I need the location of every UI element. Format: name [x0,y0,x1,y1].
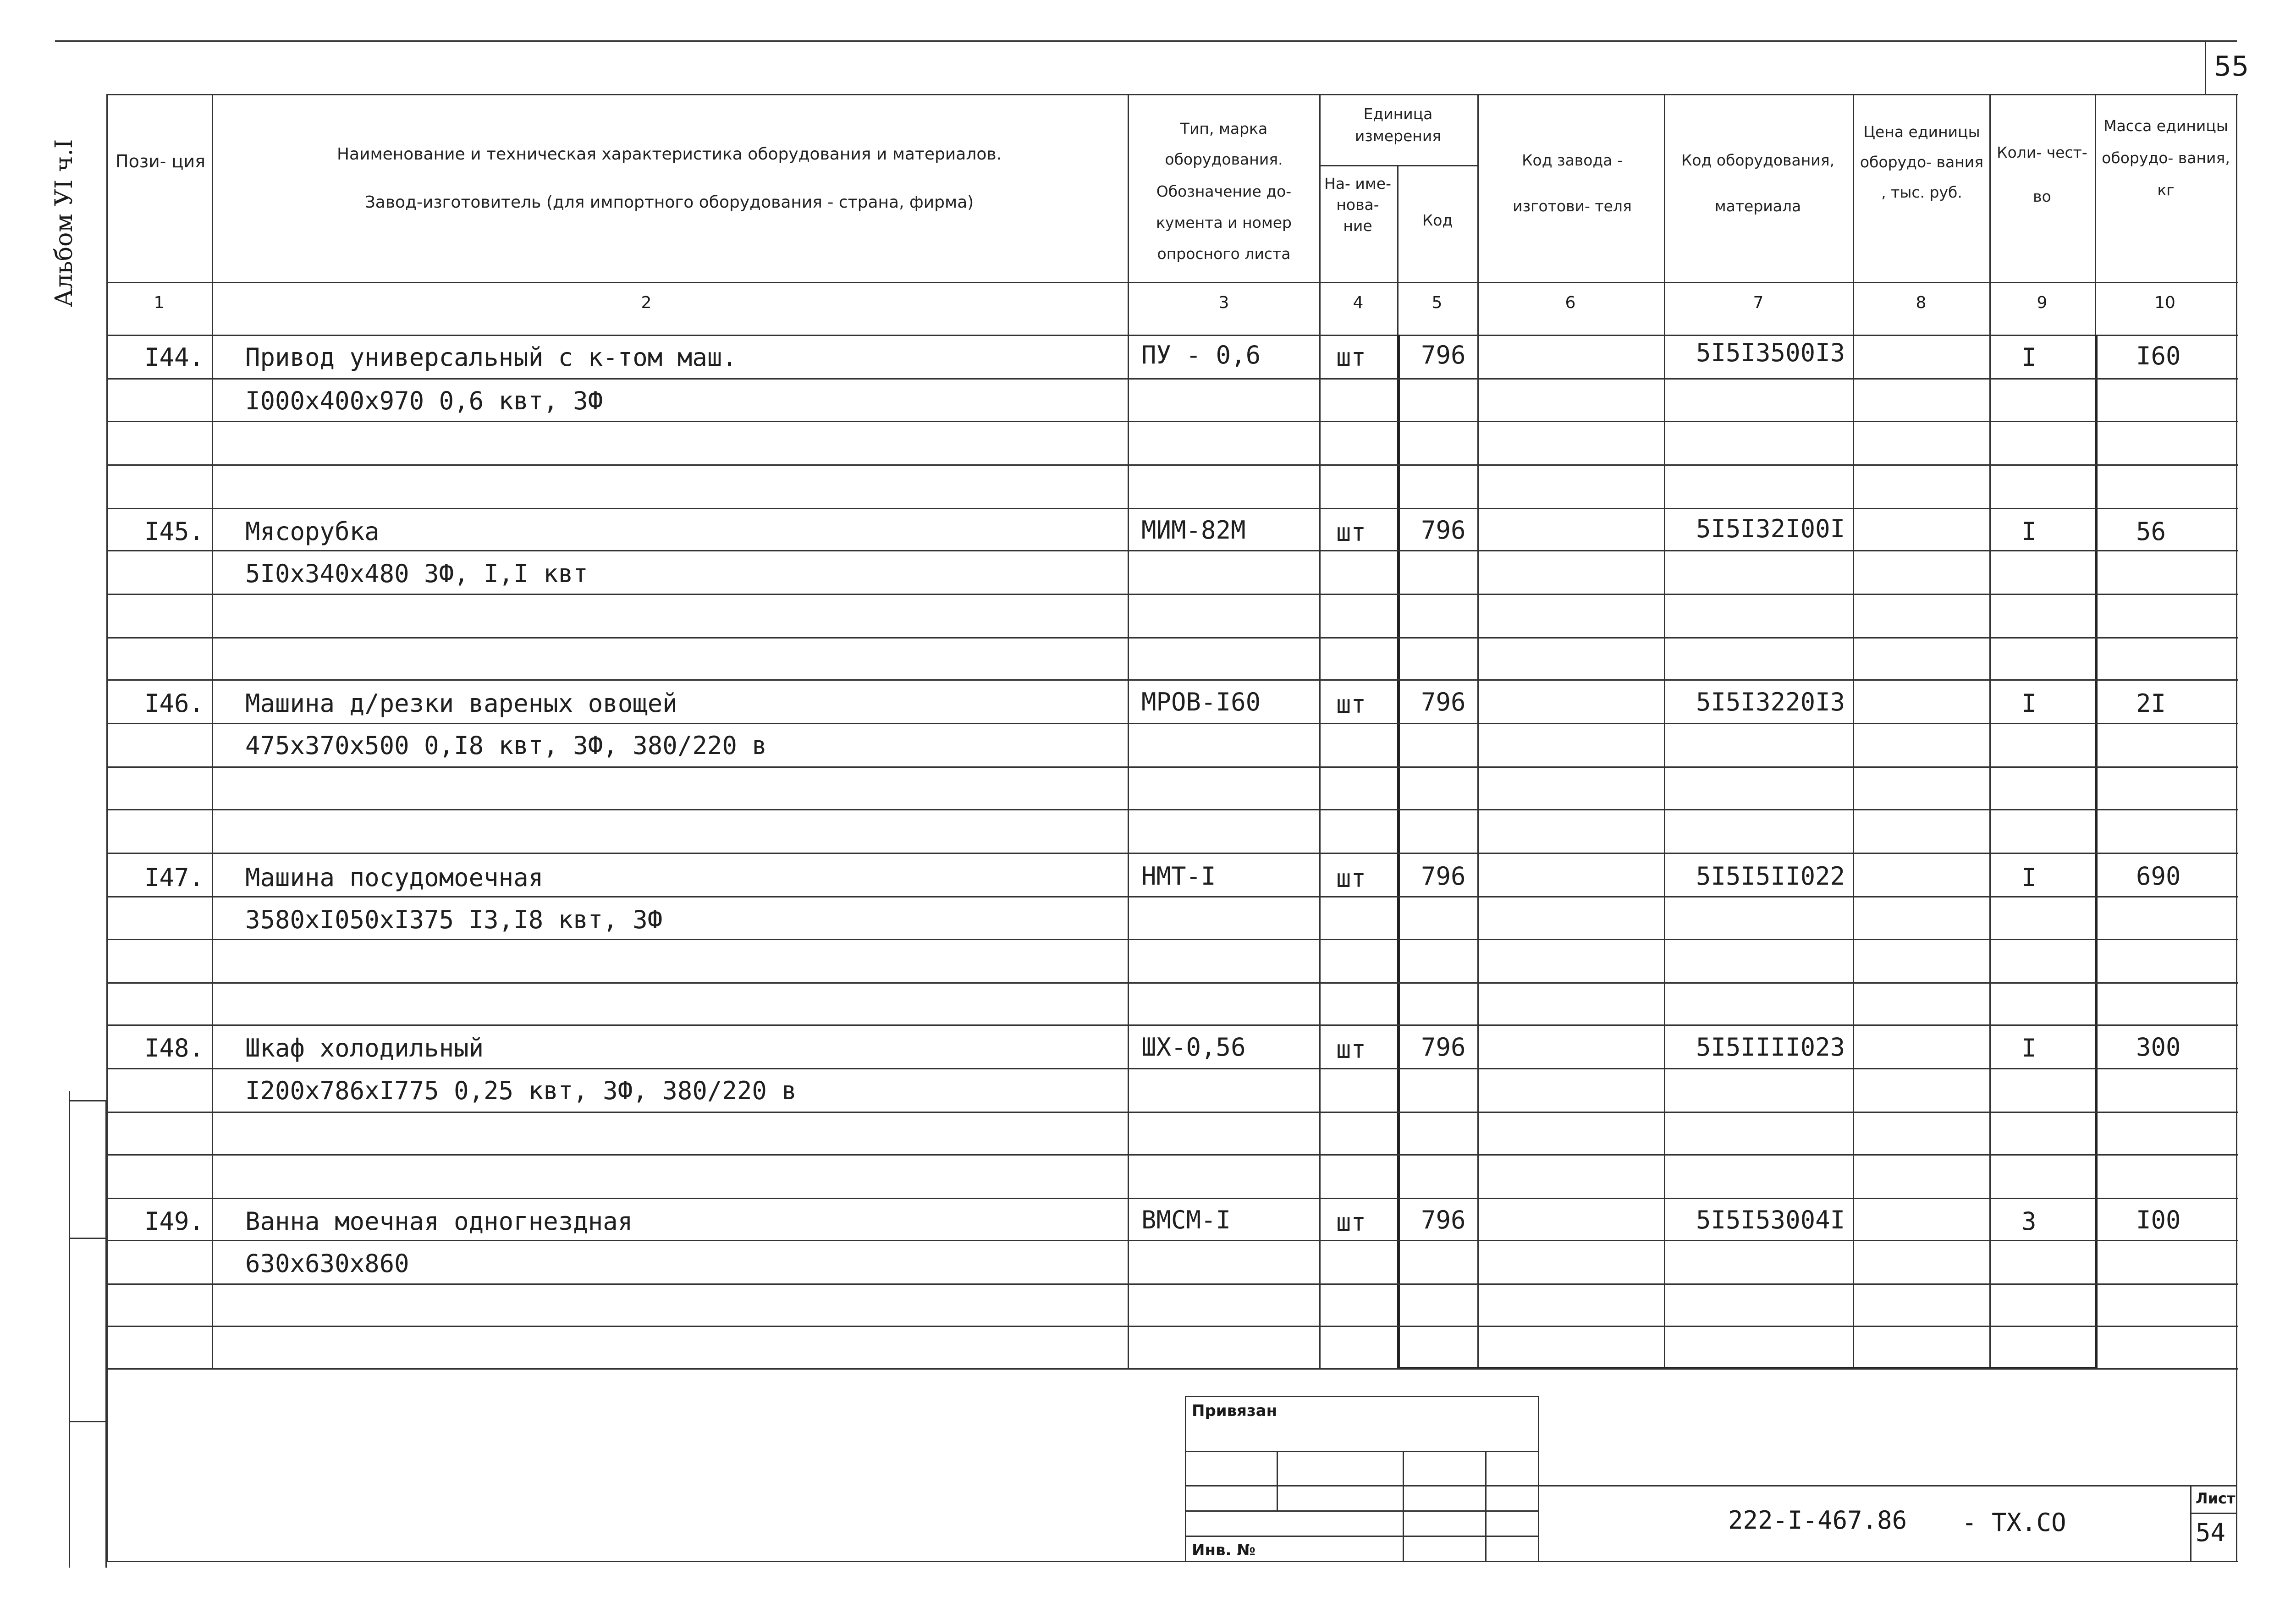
row-rule [106,766,2238,768]
col-number: 6 [1565,293,1576,312]
col-number: 7 [1753,293,1764,312]
row-spec: I000x400x970 0,6 квт, 3Ф [245,386,603,415]
document-code: 222-I-467.86 [1728,1506,1907,1535]
row-rule [106,1154,2238,1156]
row-position: I47. [144,863,204,892]
row-equipment-code: 5I5I53004I [1696,1206,1845,1234]
col-number: 4 [1353,293,1364,312]
row-position: I45. [144,517,204,546]
row-unit-code: 796 [1421,516,1466,545]
row-rule [106,939,2238,940]
col-divider-8 [1989,94,1991,1368]
row-unit-code: 796 [1421,1033,1466,1062]
row-rule [106,550,2238,551]
row-mass: 56 [2136,517,2166,546]
row-type: ШХ-0,56 [1141,1033,1246,1062]
header-factory-code: Код завода - изготови- теля [1513,151,1632,215]
row-rule [106,723,2238,724]
stamp-divider [1403,1451,1404,1561]
row-position: I46. [144,689,204,718]
row-rule [106,679,2238,681]
row-rule [106,1112,2238,1113]
col-number: 8 [1916,293,1927,312]
binding-strip-div1 [69,1238,105,1239]
table-top-border [106,94,2238,95]
row-position: I44. [144,343,204,372]
row-unit: шт [1336,518,1366,547]
header-type-l5: опросного листа [1157,245,1291,263]
col-divider-7 [1853,94,1854,1368]
sheet-number: 54 [2196,1518,2226,1547]
row-spec: I200x786xI775 0,25 квт, 3Ф, 380/220 в [245,1076,797,1105]
row-unit: шт [1336,343,1366,372]
col-number: 10 [2154,293,2175,312]
col-divider-1 [212,94,213,1368]
row-mass: I60 [2136,341,2181,370]
row-rule [106,464,2238,466]
row-name: Мясорубка [245,517,380,546]
row-equipment-code: 5I5I5II022 [1696,862,1845,891]
bold-frame-right [2095,335,2098,1368]
stamp-right [1538,1396,1539,1561]
col-number: 3 [1218,293,1229,312]
row-spec: 475x370x500 0,I8 квт, 3Ф, 380/220 в [245,731,767,760]
row-spec: 630x630x860 [245,1249,409,1278]
row-rule [106,1326,2238,1327]
binding-strip-div2 [69,1421,105,1422]
row-type: МИМ-82М [1141,516,1246,545]
row-quantity: I [2021,517,2037,546]
row-quantity: I [2021,863,2037,892]
row-mass: 2I [2136,689,2166,718]
header-position: Пози- ция [116,151,205,171]
row-rule [106,508,2238,509]
header-unit-name: На- име- нова- ние [1324,175,1391,235]
header-type-l1: Тип, марка [1180,120,1268,138]
page-number: 55 [2214,50,2249,83]
header-type-l4: кумента и номер [1156,214,1292,231]
header-bottom-rule [106,282,2238,283]
header-type-l3: Обозначение до- [1156,182,1292,200]
header-quantity: Коли- чест- во [1997,143,2087,205]
header-name-line2: Завод-изготовитель (для импортного оборудования - страна, фирма) [364,193,974,212]
row-quantity: I [2021,689,2037,718]
row-rule [106,896,2238,897]
row-type: ПУ - 0,6 [1141,341,1261,369]
stamp-top [1185,1396,1538,1397]
row-unit-code: 796 [1421,688,1466,716]
row-name: Машина д/резки вареных овощей [245,689,677,718]
row-position: I48. [144,1034,204,1062]
row-unit-code: 796 [1421,862,1466,891]
row-type: ВМСМ-I [1141,1206,1231,1234]
row-quantity: I [2021,1034,2037,1062]
top-rule [55,40,2237,42]
col-number: 9 [2037,293,2048,312]
row-unit-code: 796 [1421,341,1466,369]
header-unit-mass: Масса единицы оборудо- вания, кг [2102,117,2230,199]
document-suffix: - ТХ.СО [1962,1508,2066,1537]
doc-block-top [1538,1485,2237,1486]
stamp-privyazan-label: Привязан [1192,1402,1277,1420]
sheet-box-rule [2190,1513,2236,1514]
album-label: Альбом УI ч.I [50,139,78,307]
row-rule [106,809,2238,810]
row-type: НМТ-I [1141,862,1216,891]
stamp-divider [1485,1451,1487,1561]
header-unit: Единица измерения [1354,105,1442,145]
table-body-bottom [106,1368,2238,1370]
row-rule [106,637,2238,639]
stamp-inventory-label: Инв. № [1192,1541,1256,1559]
row-rule [106,421,2238,422]
header-unit-price: Цена единицы оборудо- вания , тыс. руб. [1860,123,1984,201]
bold-frame-left [1397,335,1400,1368]
row-rule [106,1283,2238,1285]
col-divider-5 [1477,94,1479,1368]
row-type: МРОВ-I60 [1141,688,1261,716]
row-unit: шт [1336,690,1366,719]
row-rule [106,378,2238,380]
binding-strip-outer [69,1091,70,1568]
row-equipment-code: 5I5I3220I3 [1696,688,1845,716]
row-unit: шт [1336,1208,1366,1237]
row-name: Ванна моечная одногнездная [245,1207,633,1236]
binding-strip-top [69,1100,105,1101]
row-unit-code: 796 [1421,1206,1466,1234]
row-rule [106,1024,2238,1026]
row-rule [106,1198,2238,1199]
col-divider-2 [1128,94,1129,1368]
page-number-box-edge [2205,40,2206,95]
col-number: 1 [154,293,165,312]
row-rule [106,1240,2238,1241]
col-number: 5 [1432,293,1443,312]
row-quantity: 3 [2021,1207,2037,1236]
col-divider-3 [1319,94,1321,1368]
row-equipment-code: 5I5I3500I3 [1696,338,1845,367]
header-equipment-code: Код оборудования, материала [1681,151,1835,215]
row-name: Машина посудомоечная [245,863,544,892]
table-left-border [106,94,108,1561]
row-rule [106,594,2238,595]
stamp-divider [1277,1451,1278,1510]
row-mass: 690 [2136,862,2181,891]
row-rule [106,853,2238,854]
row-name: Привод универсальный с к-том маш. [245,343,737,372]
row-mass: 300 [2136,1033,2181,1062]
row-equipment-code: 5I5IIII023 [1696,1033,1845,1062]
row-unit: шт [1336,1035,1366,1064]
colnum-bottom-rule [106,335,2238,336]
header-type-l2: оборудования. [1165,150,1283,168]
row-spec: 5I0x340x480 3Ф, I,I квт [245,559,588,588]
row-spec: 3580xI050xI375 I3,I8 квт, 3Ф [245,905,663,934]
row-position: I49. [144,1207,204,1236]
row-equipment-code: 5I5I32I00I [1696,514,1845,543]
row-rule [106,982,2238,984]
sheet-box-left [2190,1485,2191,1561]
table-right-border [2236,94,2237,1561]
sheet-label: Лист [2196,1490,2235,1507]
row-quantity: I [2021,343,2037,372]
col-number: 2 [641,293,652,312]
header-unit-code: Код [1422,211,1453,229]
header-name-line1: Наименование и техническая характеристика оборудования и материалов. [336,145,1002,164]
row-name: Шкаф холодильный [245,1034,484,1062]
row-rule [106,1068,2238,1069]
row-mass: I00 [2136,1206,2181,1234]
row-unit: шт [1336,864,1366,893]
col-divider-6 [1664,94,1665,1368]
table-bottom-border [106,1561,2238,1562]
